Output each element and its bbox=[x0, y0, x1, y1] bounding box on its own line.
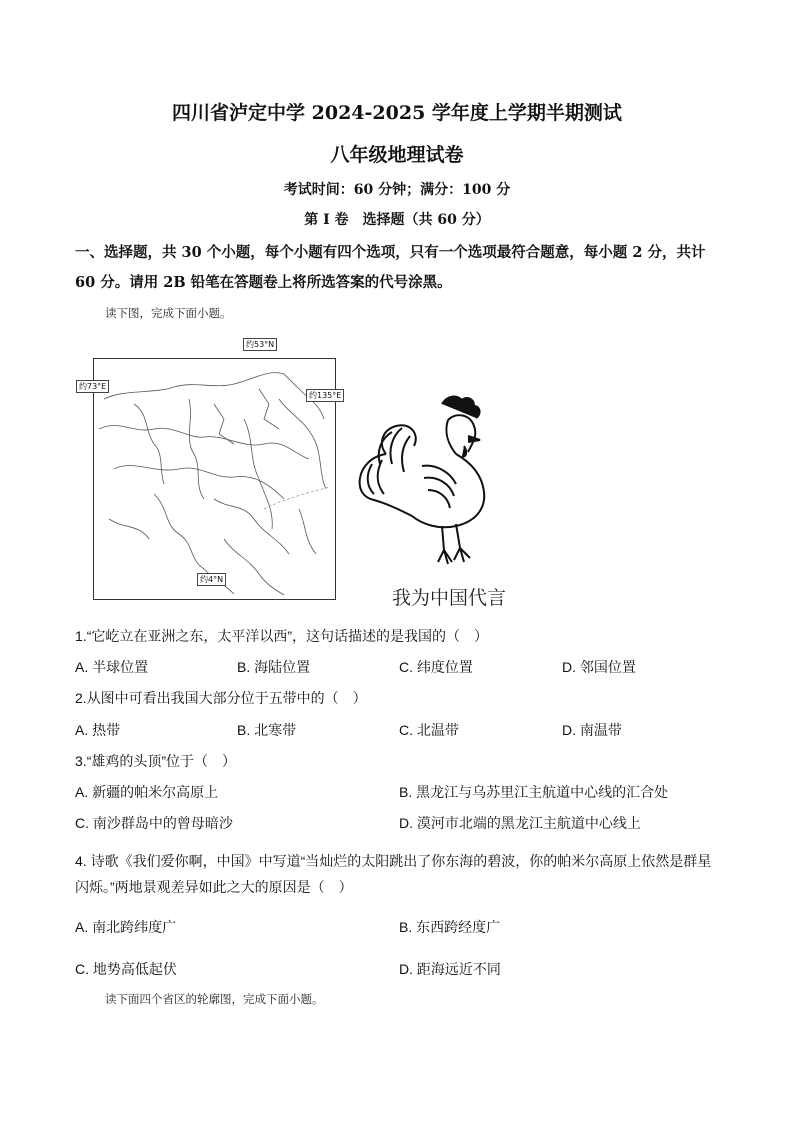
rooster-caption: 我为中国代言 bbox=[392, 587, 507, 609]
option-2a[interactable]: A. 热带 bbox=[75, 722, 121, 738]
question-stem: “它屹立在亚洲之东，太平洋以西”，这句话描述的是我国的（ ） bbox=[86, 628, 489, 644]
question-stem: 诗歌《我们爱你啊，中国》中写道“当灿烂的太阳跳出了你东海的碧波，你的帕米尔高原上依然是群星闪烁。”两地景观差异如此之大的原因是（ ） bbox=[75, 853, 712, 895]
question-1 bbox=[75, 626, 488, 646]
option-2d[interactable]: D. 南温带 bbox=[562, 722, 622, 738]
question-number: 4. bbox=[75, 853, 87, 869]
option-1b[interactable]: B. 海陆位置 bbox=[237, 659, 311, 675]
option-4d[interactable]: D. 距海远近不同 bbox=[399, 961, 501, 977]
option-2c[interactable]: C. 北温带 bbox=[399, 722, 459, 738]
question-3 bbox=[75, 751, 236, 771]
option-3a[interactable]: A. 新疆的帕米尔高原上 bbox=[75, 784, 219, 800]
label-53n: 约53°N bbox=[243, 338, 277, 351]
label-73e: 约73°E bbox=[76, 380, 109, 393]
option-1a[interactable]: A. 半球位置 bbox=[75, 659, 149, 675]
option-1d[interactable]: D. 邻国位置 bbox=[562, 659, 636, 675]
question-stem: “雄鸡的头顶”位于（ ） bbox=[86, 753, 237, 769]
china-map bbox=[93, 358, 336, 600]
option-3d[interactable]: D. 漠河市北端的黑龙江主航道中心线上 bbox=[399, 815, 641, 831]
rooster-illustration bbox=[352, 392, 498, 570]
china-map-outline bbox=[94, 359, 335, 599]
figure-intro: 读下图，完成下面小题。 bbox=[105, 306, 232, 320]
option-4b[interactable]: B. 东西跨经度广 bbox=[399, 919, 501, 935]
question-stem: 从图中可看出我国大部分位于五带中的（ ） bbox=[86, 690, 367, 706]
next-figure-intro: 读下面四个省区的轮廓图，完成下面小题。 bbox=[105, 992, 324, 1006]
exam-meta: 考试时间：60 分钟；满分：100 分 bbox=[283, 182, 511, 198]
label-4n: 约4°N bbox=[197, 573, 226, 586]
label-135e: 约135°E bbox=[306, 389, 344, 402]
option-2b[interactable]: B. 北寒带 bbox=[237, 722, 297, 738]
question-2 bbox=[75, 688, 367, 708]
option-1c[interactable]: C. 纬度位置 bbox=[399, 659, 473, 675]
question-number: 3. bbox=[75, 753, 87, 769]
exam-subtitle: 八年级地理试卷 bbox=[330, 144, 464, 166]
question-number: 1. bbox=[75, 628, 87, 644]
question-number: 2. bbox=[75, 690, 87, 706]
option-3b[interactable]: B. 黑龙江与乌苏里江主航道中心线的汇合处 bbox=[399, 784, 669, 800]
section-heading: 第 I 卷 选择题（共 60 分） bbox=[304, 212, 490, 228]
question-4 bbox=[75, 848, 725, 900]
option-4a[interactable]: A. 南北跨纬度广 bbox=[75, 919, 177, 935]
instructions: 一、选择题，共 30 个小题，每个小题有四个选项，只有一个选项最符合题意，每小题 2 分，共计 60 分。请用 2B 铅笔在答题卷上将所选答案的代号涂黑。 bbox=[75, 244, 706, 291]
option-4c[interactable]: C. 地势高低起伏 bbox=[75, 961, 177, 977]
exam-title: 四川省泸定中学 2024-2025 学年度上学期半期测试 bbox=[172, 102, 622, 124]
option-3c[interactable]: C. 南沙群岛中的曾母暗沙 bbox=[75, 815, 233, 831]
